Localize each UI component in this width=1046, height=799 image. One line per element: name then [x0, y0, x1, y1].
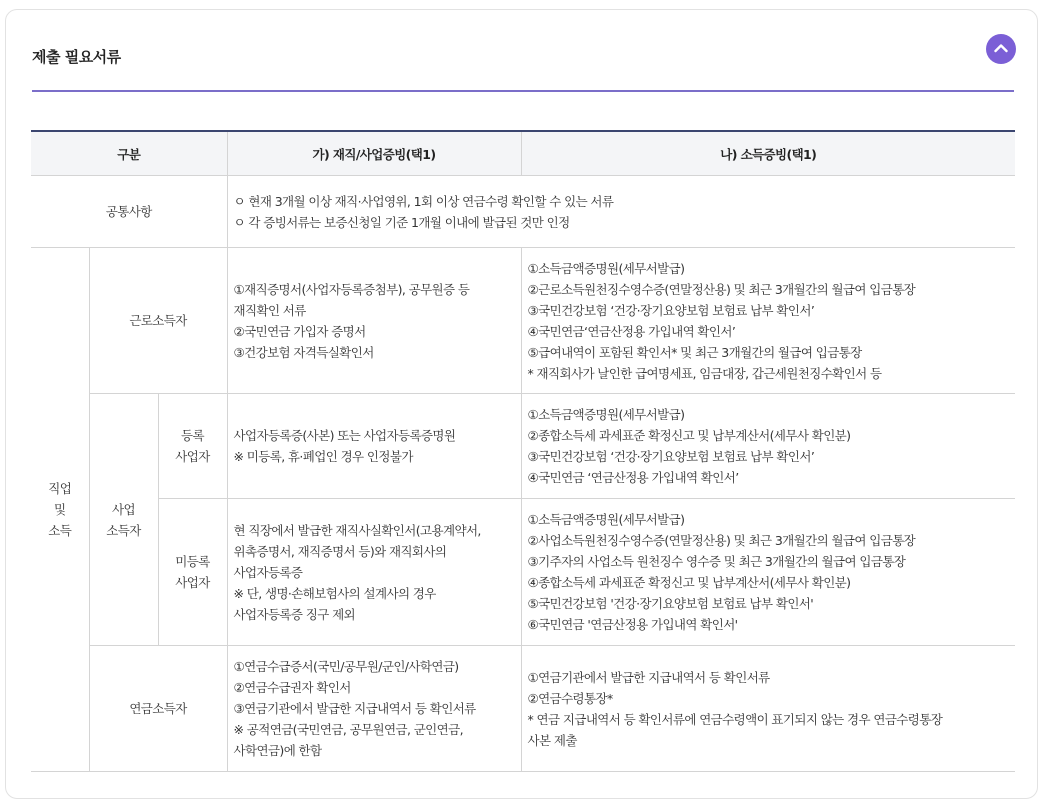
- unregistered-employment-docs: [227, 499, 521, 646]
- documents-card: [5, 9, 1038, 799]
- doc-line: ③국민건강보험 ‘건강·장기요양보험 보험료 납부 확인서’: [527, 302, 815, 318]
- doc-line: ③국민건강보험 ‘건강·장기요양보험 보험료 납부 확인서’: [527, 449, 815, 464]
- doc-line: 현 직장에서 발급한 재직사실확인서(고용계약서,: [233, 522, 481, 538]
- header-category: 구분: [31, 131, 227, 176]
- doc-line: ⑤국민건강보험 '건강·장기요양보험 보험료 납부 확인서': [527, 596, 814, 611]
- row-label-wage-earner: 근로소득자: [89, 248, 227, 394]
- section-header: [32, 34, 1014, 92]
- doc-line: ※ 미등록, 휴·폐업인 경우 인정불가: [233, 449, 413, 464]
- group-label-business-income: [89, 394, 158, 646]
- row-label-line: 미등록: [175, 554, 210, 569]
- table-row-unregistered-business: [31, 499, 1015, 646]
- doc-line: ①연금기관에서 발급한 지급내역서 등 확인서류: [527, 669, 770, 685]
- section-title: 제출 필요서류: [32, 48, 121, 66]
- doc-line: ①소득금액증명원(세무서발급): [527, 407, 685, 422]
- pension-income-docs: [521, 646, 1015, 772]
- row-label-line: 등록: [181, 428, 204, 443]
- group-label-line: 사업: [112, 501, 135, 517]
- row-label-registered-business: [158, 394, 227, 499]
- doc-line: ③기주자의 사업소득 원천징수 영수증 및 최근 3개월간의 월급여 입금통장: [527, 554, 906, 569]
- doc-line: ⑥국민연금 '연금산정용 가입내역 확인서': [527, 617, 738, 632]
- required-documents-table: [31, 130, 1015, 772]
- common-requirements: [227, 176, 1015, 248]
- group-label-occupation-income: [31, 248, 89, 772]
- common-line: ㅇ 각 증빙서류는 보증신청일 기준 1개월 이내에 발급된 것만 인정: [233, 214, 570, 230]
- pension-employment-docs: [227, 646, 521, 772]
- doc-line: 사학연금)에 한함: [233, 743, 322, 758]
- row-label-line: 사업자: [175, 575, 210, 590]
- doc-line: ①재직증명서(사업자등록증첨부), 공무원증 등: [233, 281, 470, 297]
- header-employment-proof: 가) 재직/사업증빙(택1): [227, 131, 521, 176]
- doc-line: ※ 단, 생명·손해보험사의 설계사의 경우: [233, 585, 436, 601]
- registered-income-docs: [521, 394, 1015, 499]
- doc-line: 재직확인 서류: [233, 302, 306, 318]
- doc-line: 위촉증명서, 재직증명서 등)와 재직회사의: [233, 543, 447, 559]
- unregistered-income-docs: [521, 499, 1015, 646]
- chevron-up-icon: [994, 43, 1008, 53]
- doc-line: ⑤급여내역이 포함된 확인서* 및 최근 3개월간의 월급여 입금통장: [527, 344, 862, 360]
- group-label-line: 소득: [48, 523, 72, 538]
- table-row-common: [31, 176, 1015, 248]
- row-label-unregistered-business: [158, 499, 227, 646]
- doc-line: ③연금기관에서 발급한 지급내역서 등 확인서류: [233, 701, 476, 716]
- doc-line: ①소득금액증명원(세무서발급): [527, 512, 685, 527]
- collapse-toggle-button[interactable]: [986, 34, 1016, 64]
- wage-income-docs: [521, 248, 1015, 394]
- doc-line: ②연금수급권자 확인서: [233, 680, 351, 695]
- group-label-line: 소득자: [106, 522, 141, 538]
- common-line: ㅇ 현재 3개월 이상 재직·사업영위, 1회 이상 연금수령 확인할 수 있는 서류: [233, 193, 614, 209]
- doc-line: ④국민연금‘연금산정용 가입내역 확인서’: [527, 323, 736, 339]
- row-label-pension-earner: 연금소득자: [89, 646, 227, 772]
- table-row-wage-earner: [31, 248, 1015, 394]
- group-label-line: 직업: [48, 481, 72, 496]
- doc-line: 사업자등록증 징구 제외: [233, 606, 356, 622]
- doc-line: 사본 제출: [527, 732, 577, 748]
- doc-line: ④종합소득세 과세표준 확정신고 및 납부계산서(세무사 확인분): [527, 575, 851, 590]
- wage-employment-docs: [227, 248, 521, 394]
- doc-line: 사업자등록증(사본) 또는 사업자등록증명원: [233, 428, 456, 443]
- row-label-common: 공통사항: [31, 176, 227, 248]
- doc-line: * 연금 지급내역서 등 확인서류에 연금수령액이 표기되지 않는 경우 연금수령통장: [527, 711, 943, 727]
- group-label-line: 및: [54, 502, 66, 517]
- table-row-registered-business: [31, 394, 1015, 499]
- doc-line: * 재직회사가 날인한 급여명세표, 임금대장, 갑근세원천징수확인서 등: [527, 365, 882, 381]
- doc-line: ②국민연금 가입자 증명서: [233, 323, 366, 339]
- doc-line: ※ 공적연금(국민연금, 공무원연금, 군인연금,: [233, 722, 463, 737]
- doc-line: ②사업소득원천징수영수증(연말정산용) 및 최근 3개월간의 월급여 입금통장: [527, 533, 916, 548]
- doc-line: ④국민연금 ‘연금산정용 가입내역 확인서’: [527, 470, 739, 485]
- table-header-row: [31, 131, 1015, 176]
- doc-line: ②종합소득세 과세표준 확정신고 및 납부계산서(세무사 확인분): [527, 428, 851, 443]
- doc-line: ②연금수령통장*: [527, 690, 613, 706]
- row-label-line: 사업자: [175, 449, 210, 464]
- registered-employment-docs: [227, 394, 521, 499]
- table-row-pension-earner: [31, 646, 1015, 772]
- doc-line: 사업자등록증: [233, 564, 303, 580]
- doc-line: ②근로소득원천징수영수증(연말정산용) 및 최근 3개월간의 월급여 입금통장: [527, 281, 916, 297]
- doc-line: ①연금수급증서(국민/공무원/군인/사학연금): [233, 659, 459, 674]
- doc-line: ①소득금액증명원(세무서발급): [527, 260, 685, 276]
- doc-line: ③건강보험 자격득실확인서: [233, 344, 374, 360]
- header-income-proof: 나) 소득증빙(택1): [521, 131, 1015, 176]
